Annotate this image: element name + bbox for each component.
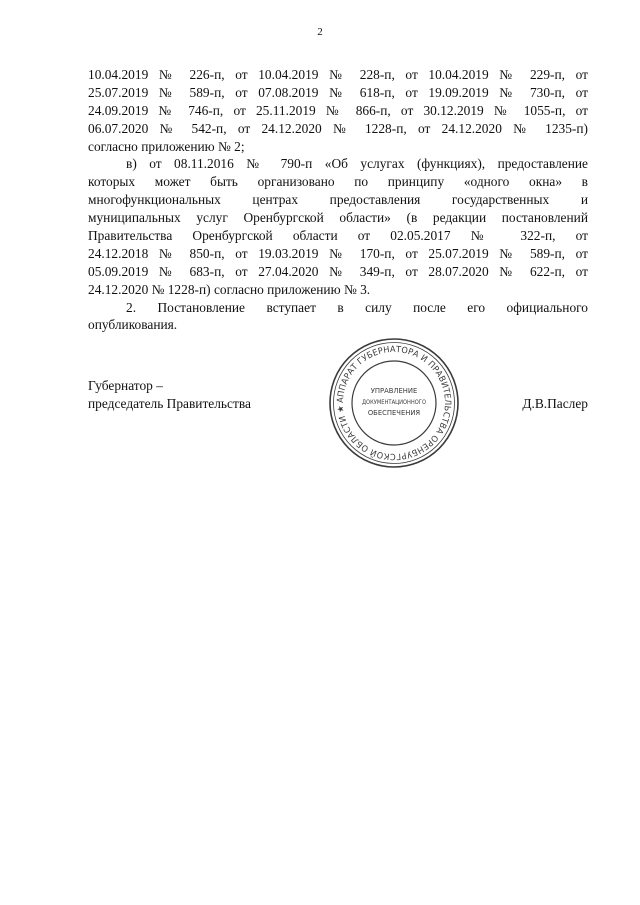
official-seal-stamp	[327, 336, 461, 470]
paragraph-amendments-list	[88, 66, 588, 155]
text-line: муниципальных услуг Оренбургской области» (в редакции постановлений	[88, 210, 588, 226]
seal-center-line-2: ДОКУМЕНТАЦИОННОГО	[362, 399, 427, 406]
text-line: согласно приложению № 2;	[88, 138, 245, 154]
paragraph-item-v	[88, 155, 588, 298]
seal-center-line-3: ОБЕСПЕЧЕНИЯ	[367, 409, 421, 417]
seal-ring-text: АППАРАТ ГУБЕРНАТОРА И ПРАВИТЕЛЬСТВА ОРЕНБУРГСКОЙ ОБЛАСТИ ★	[335, 344, 453, 462]
text-line: 25.07.2019 № 589-п, от 07.08.2019 № 618-п, от 19.09.2019 № 730-п, от	[88, 84, 588, 100]
text-line: опубликования.	[88, 317, 178, 333]
signatory-name: Д.В.Паслер	[522, 396, 588, 411]
text-line: 24.09.2019 № 746-п, от 25.11.2019 № 866-п, от 30.12.2019 № 1055-п, от	[88, 102, 588, 118]
text-line: 24.12.2020 № 1228-п) согласно приложению № 3.	[88, 281, 371, 297]
document-body	[88, 66, 588, 334]
text-line: 24.12.2018 № 850-п, от 19.03.2019 № 170-п, от 25.07.2019 № 589-п, от	[88, 245, 588, 261]
text-line: Правительства Оренбургской области от 02.05.2017 № 322-п, от	[88, 228, 588, 244]
text-line: 06.07.2020 № 542-п, от 24.12.2020 № 1228-п, от 24.12.2020 № 1235-п)	[88, 120, 588, 136]
text-line: в) от 08.11.2016 № 790-п «Об услугах (функциях), предоставление	[126, 156, 588, 172]
signatory-title-line-1: Губернатор –	[88, 378, 163, 393]
text-line: 10.04.2019 № 226-п, от 10.04.2019 № 228-п, от 10.04.2019 № 229-п, от	[88, 67, 588, 82]
signatory-title-line-2: председатель Правительства	[88, 396, 251, 411]
text-line: 05.09.2019 № 683-п, от 27.04.2020 № 349-п, от 28.07.2020 № 622-п, от	[88, 263, 588, 279]
signatory-position	[88, 377, 251, 413]
page-number: 2	[317, 26, 323, 38]
text-line: 2. Постановление вступает в силу после его официального	[126, 299, 588, 315]
text-line: многофункциональных центрах предоставления государственных и	[88, 192, 588, 208]
paragraph-effective-date	[88, 299, 588, 335]
seal-center-line-1: УПРАВЛЕНИЕ	[370, 387, 418, 395]
text-line: которых может быть организовано по принципу «одного окна» в	[88, 174, 588, 190]
